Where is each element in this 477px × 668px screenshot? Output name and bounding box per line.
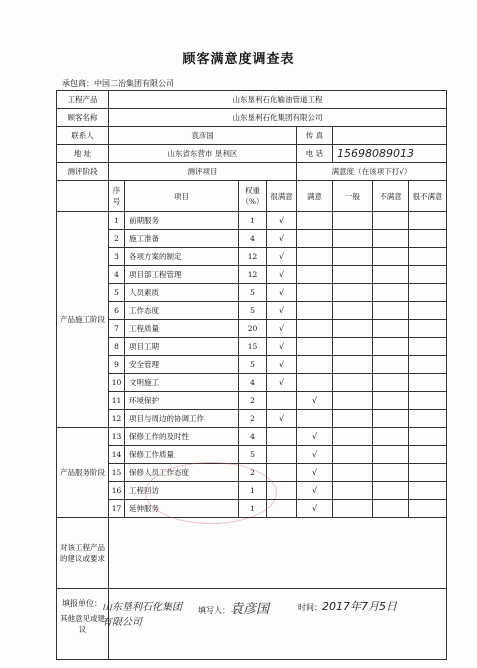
rating-cell-average[interactable] — [333, 500, 373, 518]
red-seal-stamp — [145, 462, 277, 524]
rating-cell-average[interactable] — [333, 428, 373, 446]
rating-cell-very-satisfied[interactable] — [267, 464, 297, 482]
col-very-satisfied: 很满意 — [267, 181, 297, 212]
row-seq: 3 — [109, 248, 125, 266]
rating-cell-average[interactable] — [333, 212, 373, 230]
table-row — [57, 284, 447, 302]
row-seq: 7 — [109, 320, 125, 338]
contact-value: 袁彦国 — [109, 127, 297, 145]
rating-cell-very-unsatisfied[interactable] — [409, 356, 447, 374]
contractor-line: 承包商：中国二冶集团有限公司 — [62, 79, 174, 88]
row-item: 工作态度 — [125, 302, 239, 320]
table-row — [57, 410, 447, 428]
rating-cell-average[interactable] — [333, 320, 373, 338]
rating-cell-satisfied[interactable] — [297, 248, 333, 266]
rating-cell-average[interactable] — [333, 374, 373, 392]
row-weight: 1 — [239, 500, 267, 518]
rating-cell-satisfied[interactable] — [297, 500, 333, 518]
rating-cell-very-satisfied[interactable] — [267, 212, 297, 230]
rating-cell-average[interactable] — [333, 248, 373, 266]
footer-filler — [198, 598, 269, 617]
col-very-unsatisfied: 很不满意 — [409, 181, 447, 212]
rating-cell-very-unsatisfied[interactable] — [409, 464, 447, 482]
rating-cell-very-satisfied[interactable] — [267, 392, 297, 410]
rating-cell-unsatisfied[interactable] — [373, 266, 409, 284]
rating-cell-satisfied[interactable] — [297, 374, 333, 392]
check-mark-icon: √ — [278, 324, 285, 333]
footer-time — [298, 598, 397, 614]
rating-cell-average[interactable] — [333, 410, 373, 428]
rating-cell-very-satisfied[interactable] — [267, 284, 297, 302]
rating-cell-very-unsatisfied[interactable] — [409, 392, 447, 410]
col-weight: 权重（%） — [239, 181, 267, 212]
item-header: 测评项目 — [109, 163, 297, 181]
row-item: 项目工期 — [125, 338, 239, 356]
rating-cell-very-unsatisfied[interactable] — [409, 212, 447, 230]
check-mark-icon: √ — [278, 288, 285, 297]
rating-cell-satisfied[interactable] — [297, 482, 333, 500]
row-seq: 16 — [109, 482, 125, 500]
phone-label: 电 话 — [297, 145, 333, 163]
rating-cell-unsatisfied[interactable] — [373, 482, 409, 500]
rating-cell-very-unsatisfied[interactable] — [409, 428, 447, 446]
row-weight: 2 — [239, 464, 267, 482]
row-seq: 1 — [109, 212, 125, 230]
row-seq: 5 — [109, 284, 125, 302]
rating-cell-unsatisfied[interactable] — [373, 392, 409, 410]
row-seq: 13 — [109, 428, 125, 446]
fax-value — [333, 127, 447, 145]
row-seq: 14 — [109, 446, 125, 464]
rating-cell-very-unsatisfied[interactable] — [409, 500, 447, 518]
rating-cell-satisfied[interactable] — [297, 446, 333, 464]
rating-cell-satisfied[interactable] — [297, 428, 333, 446]
rating-cell-very-unsatisfied[interactable] — [409, 248, 447, 266]
rating-cell-average[interactable] — [333, 302, 373, 320]
filler-label: 填写人： — [198, 606, 230, 615]
check-mark-icon: √ — [278, 414, 285, 423]
suggestion-field[interactable] — [109, 518, 447, 589]
customer-label: 顾客名称 — [57, 109, 109, 127]
check-mark-icon: √ — [278, 342, 285, 351]
rating-cell-satisfied[interactable] — [297, 212, 333, 230]
rating-cell-very-unsatisfied[interactable] — [409, 284, 447, 302]
table-row — [57, 374, 447, 392]
rating-cell-average[interactable] — [333, 338, 373, 356]
table-row — [57, 356, 447, 374]
row-item: 延伸服务 — [125, 500, 239, 518]
rating-cell-average[interactable] — [333, 446, 373, 464]
row-item: 工程质量 — [125, 320, 239, 338]
table-row — [57, 302, 447, 320]
rating-cell-average[interactable] — [333, 482, 373, 500]
check-mark-icon: √ — [278, 252, 285, 261]
rating-cell-very-satisfied[interactable] — [267, 230, 297, 248]
check-mark-icon: √ — [311, 504, 318, 513]
check-mark-icon: √ — [278, 360, 285, 369]
survey-table — [56, 90, 447, 660]
rating-cell-average[interactable] — [333, 392, 373, 410]
row-weight: 15 — [239, 338, 267, 356]
stage-header: 测评阶段 — [57, 163, 109, 181]
project-value: 山东垦利石化输油管道工程 — [109, 91, 447, 109]
address-value: 山东省东营市 垦利区 — [109, 145, 297, 163]
row-seq: 8 — [109, 338, 125, 356]
row-weight: 1 — [239, 212, 267, 230]
rating-cell-satisfied[interactable] — [297, 356, 333, 374]
rating-cell-unsatisfied[interactable] — [373, 428, 409, 446]
satisfaction-header: 满意度（在该项下打√） — [297, 163, 447, 181]
row-weight: 2 — [239, 410, 267, 428]
unit-label: 填报单位： — [62, 599, 102, 608]
suggestion-label: 对该工程产品的建议或要求 — [57, 518, 109, 589]
rating-cell-very-satisfied[interactable] — [267, 410, 297, 428]
project-label: 工程产品 — [57, 91, 109, 109]
row-weight: 4 — [239, 428, 267, 446]
row-seq: 17 — [109, 500, 125, 518]
rating-cell-unsatisfied[interactable] — [373, 230, 409, 248]
rating-cell-very-unsatisfied[interactable] — [409, 320, 447, 338]
fax-label: 传 真 — [297, 127, 333, 145]
rating-cell-unsatisfied[interactable] — [373, 500, 409, 518]
stage-construction-label: 产品施工阶段 — [57, 212, 109, 428]
rating-cell-average[interactable] — [333, 230, 373, 248]
row-weight: 5 — [239, 356, 267, 374]
rating-cell-unsatisfied[interactable] — [373, 464, 409, 482]
rating-cell-very-satisfied[interactable] — [267, 374, 297, 392]
stage-service-label: 产品服务阶段 — [57, 428, 109, 518]
other-label: 其他意见或建议 — [57, 589, 109, 660]
rating-cell-unsatisfied[interactable] — [373, 302, 409, 320]
rating-cell-unsatisfied[interactable] — [373, 410, 409, 428]
row-seq: 2 — [109, 230, 125, 248]
row-item: 工程回访 — [125, 482, 239, 500]
row-seq: 9 — [109, 356, 125, 374]
rating-cell-satisfied[interactable] — [297, 410, 333, 428]
rating-cell-very-satisfied[interactable] — [267, 356, 297, 374]
table-row — [57, 338, 447, 356]
rating-cell-unsatisfied[interactable] — [373, 446, 409, 464]
row-item: 保修工作的及时性 — [125, 428, 239, 446]
rating-cell-very-unsatisfied[interactable] — [409, 374, 447, 392]
rating-cell-very-unsatisfied[interactable] — [409, 410, 447, 428]
check-mark-icon: √ — [278, 306, 285, 315]
rating-cell-average[interactable] — [333, 464, 373, 482]
row-weight: 4 — [239, 230, 267, 248]
row-item: 人员素质 — [125, 284, 239, 302]
rating-cell-unsatisfied[interactable] — [373, 374, 409, 392]
row-weight: 12 — [239, 266, 267, 284]
rating-cell-very-satisfied[interactable] — [267, 248, 297, 266]
check-mark-icon: √ — [278, 216, 285, 225]
check-mark-icon: √ — [278, 234, 285, 243]
rating-cell-satisfied[interactable] — [297, 266, 333, 284]
row-item: 保修人员工作态度 — [125, 464, 239, 482]
rating-cell-very-unsatisfied[interactable] — [409, 446, 447, 464]
row-weight: 5 — [239, 446, 267, 464]
address-label: 地 址 — [57, 145, 109, 163]
check-mark-icon: √ — [278, 378, 285, 387]
rating-cell-average[interactable] — [333, 266, 373, 284]
form-title: 顾客满意度调查表 — [182, 52, 295, 67]
rating-cell-very-satisfied[interactable] — [267, 428, 297, 446]
row-item: 保修工作质量 — [125, 446, 239, 464]
rating-cell-very-satisfied[interactable] — [267, 446, 297, 464]
customer-value: 山东垦利石化集团有限公司 — [109, 109, 447, 127]
row-item: 各项方案的制定 — [125, 248, 239, 266]
row-weight: 1 — [239, 482, 267, 500]
table-row — [57, 248, 447, 266]
rating-cell-very-satisfied[interactable] — [267, 338, 297, 356]
rating-cell-very-unsatisfied[interactable] — [409, 482, 447, 500]
row-weight: 5 — [239, 302, 267, 320]
rating-cell-satisfied[interactable] — [297, 464, 333, 482]
time-label: 时间： — [298, 603, 322, 612]
row-weight: 4 — [239, 374, 267, 392]
row-weight: 5 — [239, 284, 267, 302]
rating-cell-average[interactable] — [333, 356, 373, 374]
row-item: 文明施工 — [125, 374, 239, 392]
row-seq: 6 — [109, 302, 125, 320]
rating-cell-satisfied[interactable] — [297, 392, 333, 410]
row-item: 环境保护 — [125, 392, 239, 410]
col-seq: 序号 — [109, 181, 125, 212]
rating-cell-very-unsatisfied[interactable] — [409, 266, 447, 284]
row-item: 前期服务 — [125, 212, 239, 230]
check-mark-icon: √ — [311, 432, 318, 441]
rating-cell-unsatisfied[interactable] — [373, 320, 409, 338]
rating-cell-satisfied[interactable] — [297, 302, 333, 320]
col-unsatisfied: 不满意 — [373, 181, 409, 212]
contact-label: 联系人 — [57, 127, 109, 145]
check-mark-icon: √ — [311, 396, 318, 405]
row-seq: 15 — [109, 464, 125, 482]
check-mark-icon: √ — [311, 450, 318, 459]
row-seq: 4 — [109, 266, 125, 284]
phone-value: 15698089013 — [333, 145, 447, 163]
table-row — [57, 266, 447, 284]
table-row — [57, 428, 447, 446]
rating-cell-very-satisfied[interactable] — [267, 266, 297, 284]
row-seq: 11 — [109, 392, 125, 410]
row-item: 安全管理 — [125, 356, 239, 374]
rating-cell-satisfied[interactable] — [297, 230, 333, 248]
rating-cell-unsatisfied[interactable] — [373, 212, 409, 230]
row-item: 项目部工程管理 — [125, 266, 239, 284]
check-mark-icon: √ — [311, 486, 318, 495]
table-row — [57, 320, 447, 338]
rating-cell-satisfied[interactable] — [297, 320, 333, 338]
row-seq: 10 — [109, 374, 125, 392]
rating-cell-very-unsatisfied[interactable] — [409, 302, 447, 320]
rating-cell-very-satisfied[interactable] — [267, 320, 297, 338]
footer-unit — [62, 598, 182, 628]
row-weight: 2 — [239, 392, 267, 410]
rating-cell-unsatisfied[interactable] — [373, 284, 409, 302]
blank-stage-cell — [57, 181, 109, 212]
row-item: 施工准备 — [125, 230, 239, 248]
row-seq: 12 — [109, 410, 125, 428]
col-satisfied: 满意 — [297, 181, 333, 212]
rating-cell-very-satisfied[interactable] — [267, 302, 297, 320]
row-weight: 20 — [239, 320, 267, 338]
rating-cell-very-unsatisfied[interactable] — [409, 338, 447, 356]
unit-value: 山东垦利石化集团有限公司 — [102, 602, 182, 628]
check-mark-icon: √ — [278, 270, 285, 279]
check-mark-icon: √ — [311, 468, 318, 477]
rating-cell-unsatisfied[interactable] — [373, 248, 409, 266]
rating-cell-very-unsatisfied[interactable] — [409, 230, 447, 248]
rating-cell-unsatisfied[interactable] — [373, 356, 409, 374]
row-item: 项目与周边的协调工作 — [125, 410, 239, 428]
rating-cell-unsatisfied[interactable] — [373, 338, 409, 356]
time-value: 2017年7月5日 — [322, 600, 397, 613]
col-average: 一般 — [333, 181, 373, 212]
table-row — [57, 230, 447, 248]
rating-cell-satisfied[interactable] — [297, 284, 333, 302]
table-row — [57, 392, 447, 410]
rating-cell-satisfied[interactable] — [297, 338, 333, 356]
filler-value: 袁彦国 — [230, 602, 270, 617]
table-row — [57, 212, 447, 230]
col-item: 项目 — [125, 181, 239, 212]
rating-cell-average[interactable] — [333, 284, 373, 302]
table-row — [57, 446, 447, 464]
row-weight: 12 — [239, 248, 267, 266]
